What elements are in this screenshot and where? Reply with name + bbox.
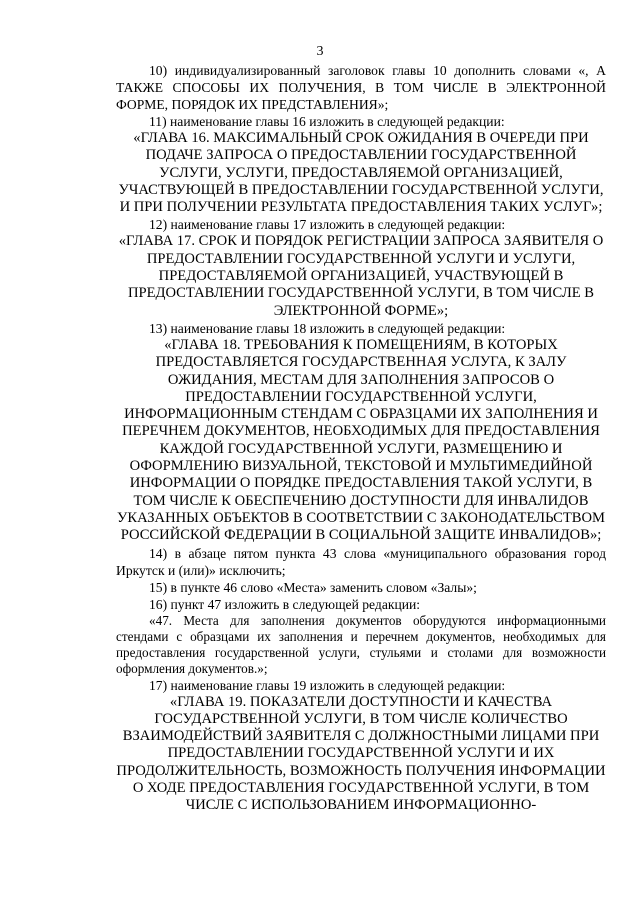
paragraph: 15) в пункте 46 слово «Места» заменить словом «Залы»; [149,579,477,595]
page-number: 3 [316,44,324,59]
paragraph: 14) в абзаце пятом пункта 43 слова «муниципального образования город Иркутск и (или)» исключить; [116,545,606,578]
document-body [116,62,606,815]
paragraph: 10) индивидуализированный заголовок главы 10 дополнить словами «, А ТАКЖЕ СПОСОБЫ ИХ ПОЛУЧЕНИЯ, В ТОМ ЧИСЛЕ В ЭЛЕКТРОННОЙ ФОРМЕ, ПОРЯДОК ИХ ПРЕДСТАВЛЕНИЯ»; [116,63,606,112]
paragraph: 11) наименование главы 16 изложить в следующей редакции: [149,114,505,129]
paragraph: 13) наименование главы 18 изложить в следующей редакции: [149,320,506,336]
chapter-heading: «ГЛАВА 18. ТРЕБОВАНИЯ К ПОМЕЩЕНИЯМ, В КОТОРЫХ ПРЕДОСТАВЛЯЕТСЯ ГОСУДАРСТВЕННАЯ УСЛУГА, К ЗАЛУ ОЖИДАНИЯ, МЕСТАМ ДЛЯ ЗАПОЛНЕНИЯ ЗАПРОСОВ О ПРЕДОСТАВЛЕНИИ ГОСУДАРСТВЕННОЙ УСЛУГИ, ИНФОРМАЦИОННЫМ СТЕНДАМ С ОБРАЗЦАМИ ИХ ЗАПОЛНЕНИЯ И ПЕРЕЧНЕМ ДОКУМЕНТОВ, НЕОБХОДИМЫХ ДЛЯ ПРЕДОСТАВЛЕНИЯ КАЖДОЙ ГОСУДАРСТВЕННОЙ УСЛУГИ, РАЗМЕЩЕНИЮ И ОФОРМЛЕНИЮ ВИЗУАЛЬНОЙ, ТЕКСТОВОЙ И МУЛЬТИМЕДИЙНОЙ ИНФОРМАЦИИ О ПОРЯДКЕ ПРЕДОСТАВЛЕНИЯ ТАКОЙ УСЛУГИ, В ТОМ ЧИСЛЕ К ОБЕСПЕЧЕНИЮ ДОСТУПНОСТИ ДЛЯ ИНВАЛИДОВ УКАЗАННЫХ ОБЪЕКТОВ В СООТВЕТСТВИИ С ЗАКОНОДАТЕЛЬСТВОМ РОССИЙСКОЙ ФЕДЕРАЦИИ В СОЦИАЛЬНОЙ ЗАЩИТЕ ИНВАЛИДОВ»; [117,336,605,544]
paragraph: 16) пункт 47 изложить в следующей редакции: [149,596,421,612]
chapter-heading: «ГЛАВА 17. СРОК И ПОРЯДОК РЕГИСТРАЦИИ ЗАПРОСА ЗАЯВИТЕЛЯ О ПРЕДОСТАВЛЕНИИ ГОСУДАРСТВЕННОЙ УСЛУГИ И УСЛУГИ, ПРЕДОСТАВЛЯЕМОЙ ОРГАНИЗАЦИЕЙ, УЧАСТВУЮЩЕЙ В ПРЕДОСТАВЛЕНИИ ГОСУДАРСТВЕННОЙ УСЛУГИ, В ТОМ ЧИСЛЕ В ЭЛЕКТРОННОЙ ФОРМЕ»; [118,233,604,319]
paragraph: 17) наименование главы 19 изложить в следующей редакции: [149,677,506,693]
chapter-heading: «ГЛАВА 19. ПОКАЗАТЕЛИ ДОСТУПНОСТИ И КАЧЕСТВА ГОСУДАРСТВЕННОЙ УСЛУГИ, В ТОМ ЧИСЛЕ КОЛИЧЕСТВО ВЗАИМОДЕЙСТВИЙ ЗАЯВИТЕЛЯ С ДОЛЖНОСТНЫМИ ЛИЦАМИ ПРИ ПРЕДОСТАВЛЕНИИ ГОСУДАРСТВЕННОЙ УСЛУГИ И ИХ ПРОДОЛЖИТЕЛЬНОСТЬ, ВОЗМОЖНОСТЬ ПОЛУЧЕНИЯ ИНФОРМАЦИИ О ХОДЕ ПРЕДОСТАВЛЕНИЯ ГОСУДАРСТВЕННОЙ УСЛУГИ, В ТОМ ЧИСЛЕ С ИСПОЛЬЗОВАНИЕМ ИНФОРМАЦИОННО- [116,693,606,814]
paragraph: 12) наименование главы 17 изложить в следующей редакции: [149,217,506,233]
chapter-heading: «ГЛАВА 16. МАКСИМАЛЬНЫЙ СРОК ОЖИДАНИЯ В ОЧЕРЕДИ ПРИ ПОДАЧЕ ЗАПРОСА О ПРЕДОСТАВЛЕНИИ ГОСУДАРСТВЕННОЙ УСЛУГИ, УСЛУГИ, ПРЕДОСТАВЛЯЕМОЙ ОРГАНИЗАЦИЕЙ, УЧАСТВУЮЩЕЙ В ПРЕДОСТАВЛЕНИИ ГОСУДАРСТВЕННОЙ УСЛУГИ, И ПРИ ПОЛУЧЕНИИ РЕЗУЛЬТАТА ПРЕДОСТАВЛЕНИЯ ТАКИХ УСЛУГ»; [118,130,604,216]
paragraph: «47. Места для заполнения документов оборудуются информационными стендами с образцами их заполнения и перечнем документов, необходимых для предоставления государственной услуги, стульями и столами для возможности оформления документов.»; [116,612,606,676]
